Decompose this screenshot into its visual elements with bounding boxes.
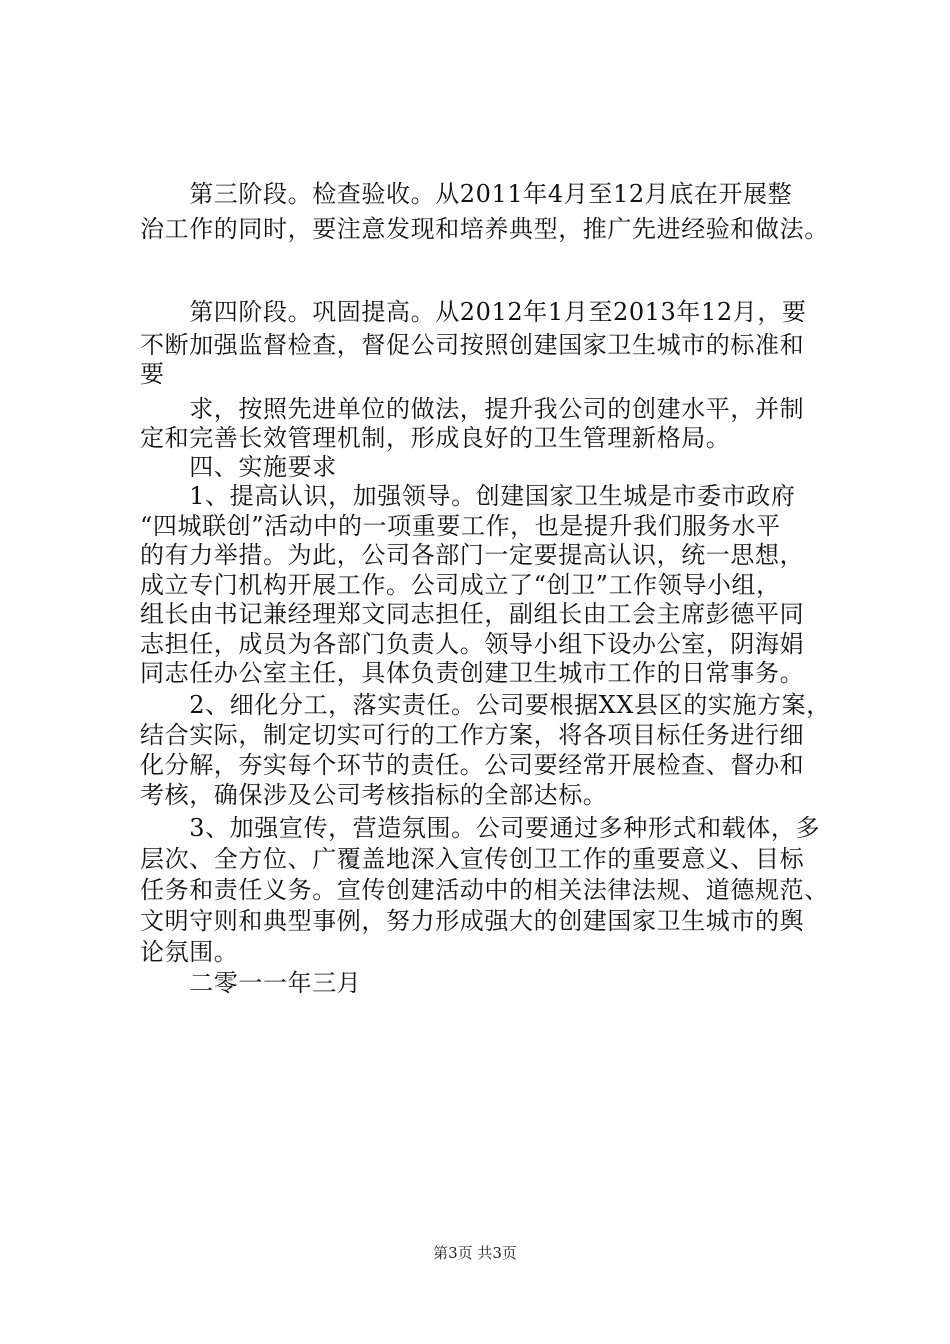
text-line: 要: [140, 360, 165, 388]
page-number: 第3页 共3页: [433, 1244, 517, 1262]
text-line: 任务和责任义务。宣传创建活动中的相关法律法规、道德规范、: [140, 876, 829, 904]
date-line: 二零一一年三月: [140, 969, 362, 997]
text-line: 化分解，夯实每个环节的责任。公司要经常开展检查、督办和: [140, 751, 805, 779]
text-line: 求，按照先进单位的做法，提升我公司的创建水平，并制: [140, 395, 805, 423]
text-line: 考核，确保涉及公司考核指标的全部达标。: [140, 781, 608, 809]
text-line: 的有力举措。为此，公司各部门一定要提高认识，统一思想，: [140, 541, 805, 569]
text-line: 论氛围。: [140, 938, 239, 966]
text-line: 定和完善长效管理机制，形成良好的卫生管理新格局。: [140, 424, 731, 452]
text-line: 不断加强监督检查，督促公司按照创建国家卫生城市的标准和: [140, 331, 805, 359]
text-line: 成立专门机构开展工作。公司成立了“创卫”工作领导小组，: [140, 571, 781, 599]
text-line: 第四阶段。巩固提高。从2012年1月至2013年12月，要: [140, 298, 807, 326]
text-line: 层次、全方位、广覆盖地深入宣传创卫工作的重要意义、目标: [140, 845, 805, 873]
text-line: 志担任，成员为各部门负责人。领导小组下设办公室，阴海娟: [140, 630, 805, 658]
text-line: 第三阶段。检查验收。从2011年4月至12月底在开展整: [140, 180, 793, 208]
text-line: “四城联创”活动中的一项重要工作，也是提升我们服务水平: [140, 512, 781, 540]
text-line: 2、细化分工，落实责任。公司要根据XX县区的实施方案，: [140, 691, 831, 719]
text-line: 3、加强宣传，营造氛围。公司要通过多种形式和载体，多: [140, 814, 821, 842]
text-line: 治工作的同时，要注意发现和培养典型，推广先进经验和做法。: [140, 215, 829, 243]
text-line: 文明守则和典型事例，努力形成强大的创建国家卫生城市的舆: [140, 907, 805, 935]
text-line: 1、提高认识，加强领导。创建国家卫生城是市委市政府: [140, 482, 796, 510]
text-line: 组长由书记兼经理郑文同志担任，副组长由工会主席彭德平同: [140, 600, 805, 628]
text-line: 结合实际，制定切实可行的工作方案，将各项目标任务进行细: [140, 721, 805, 749]
section-heading: 四、实施要求: [140, 453, 337, 481]
text-line: 同志任办公室主任，具体负责创建卫生城市工作的日常事务。: [140, 659, 805, 687]
